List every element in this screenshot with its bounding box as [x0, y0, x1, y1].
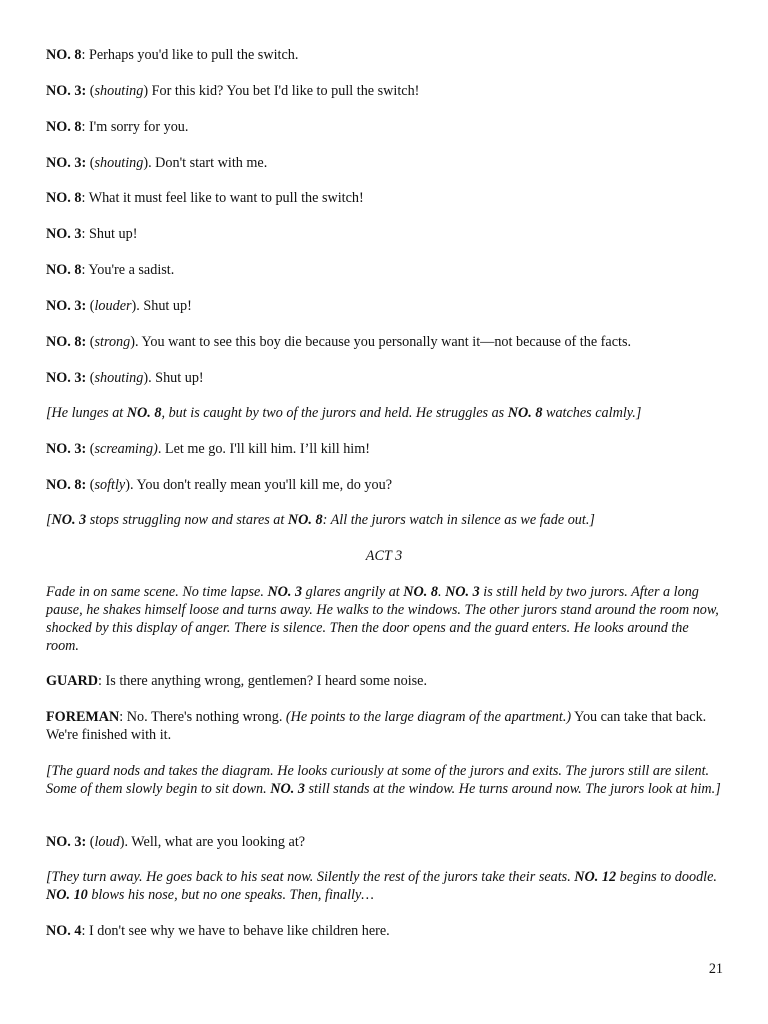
page-number: 21 — [708, 961, 723, 977]
dialogue-text: ) For this kid? You bet I'd like to pull the switch! — [143, 83, 420, 99]
act-intro — [46, 583, 724, 655]
dialogue-text: : What it must feel like to want to pull the switch! — [81, 190, 364, 206]
stage-text: [He lunges at — [46, 405, 127, 421]
dialogue-line — [46, 672, 724, 690]
speaker-name: NO. 3: — [46, 83, 87, 99]
dialogue-line: NO. 8: (strong). You want to see this boy die because you personally want it—not because of the facts. — [46, 334, 632, 350]
speaker-name: NO. 4 — [46, 923, 82, 939]
dialogue-text: : Is there anything wrong, gentlemen? I heard some noise. — [98, 673, 428, 689]
stage-text: is still held by two jurors. After a long pause, he shakes himself loose and turns away. He walks to the windows. The other jurors stand around the room now, shocked by this display of anger. There is silence. Then the door opens and the guard enters. He looks around the room. — [46, 584, 719, 654]
dialogue-line — [46, 708, 724, 744]
character-ref: NO. 8 — [287, 512, 323, 528]
dialogue-text: : You're a sadist. — [81, 262, 175, 278]
stage-text: . — [437, 584, 446, 600]
dialogue-text: ). You don't really mean you'll kill me, do you? — [125, 477, 392, 493]
dialogue-line: NO. 3: (shouting). Don't start with me. — [46, 155, 268, 171]
stage-text: Fade in on same scene. No time lapse. — [46, 584, 268, 600]
stage-text: stops struggling now and stares at — [86, 512, 288, 528]
character-ref: NO. 3 — [51, 512, 87, 528]
stage-direction: shouting — [94, 83, 144, 99]
stage-direction: loud — [94, 834, 120, 850]
speaker-name: NO. 3: — [46, 370, 87, 386]
speaker-name: NO. 3: — [46, 155, 87, 171]
dialogue-text: ). Don't start with me. — [143, 155, 268, 171]
stage-direction: (He points to the large diagram of the apartment.) — [285, 709, 572, 725]
speaker-name: NO. 8 — [46, 190, 82, 206]
dialogue-line — [46, 189, 724, 207]
dialogue-line — [46, 261, 724, 279]
dialogue-line: NO. 3: (loud). Well, what are you looking at? — [46, 834, 306, 850]
speaker-name: NO. 3 — [46, 226, 82, 242]
dialogue-line: NO. 3: (shouting). Shut up! — [46, 370, 204, 386]
dialogue-line — [46, 46, 724, 64]
dialogue-text: You can take that back. We're finished with it. — [46, 709, 707, 743]
character-ref: NO. 8 — [507, 405, 543, 421]
speaker-name: NO. 8: — [46, 477, 87, 493]
character-ref: NO. 3 — [267, 584, 303, 600]
stage-direction-word: screaming — [94, 441, 154, 457]
stage-text: begins to doodle. — [616, 869, 717, 885]
dialogue-text: . Let me go. I'll kill him. I’ll kill him! — [157, 441, 371, 457]
stage-direction: shouting — [94, 155, 144, 171]
dialogue-text: : I don't see why we have to behave like children here. — [81, 923, 390, 939]
dialogue-text: : I'm sorry for you. — [81, 119, 189, 135]
stage-text: blows his nose, but no one speaks. Then, finally… — [87, 887, 374, 903]
stage-text: still stands at the window. He turns around now. The jurors look at him.] — [304, 781, 721, 797]
dialogue-text: ). You want to see this boy die because you personally want it—not because of the facts. — [130, 334, 632, 350]
dialogue-text: : Shut up! — [81, 226, 138, 242]
stage-direction-block — [46, 762, 724, 798]
stage-direction: louder — [94, 298, 132, 314]
stage-text: [They turn away. He goes back to his seat now. Silently the rest of the jurors take their seats. — [46, 869, 575, 885]
stage-text: glares angrily at — [302, 584, 404, 600]
stage-direction-block — [46, 511, 724, 529]
speaker-name: NO. 8 — [46, 47, 82, 63]
dialogue-line: NO. 8: (softly). You don't really mean you'll kill me, do you? — [46, 477, 392, 493]
character-ref: NO. 12 — [574, 869, 617, 885]
dialogue-line — [46, 225, 724, 243]
dialogue-line — [46, 118, 724, 136]
dialogue-text: ). Shut up! — [143, 370, 204, 386]
stage-text: : All the jurors watch in silence as we fade out.] — [322, 512, 595, 528]
dialogue-text: ). Well, what are you looking at? — [119, 834, 306, 850]
speaker-name: NO. 8 — [46, 119, 82, 135]
character-ref: NO. 10 — [46, 887, 88, 903]
stage-text: [The guard nods and takes the diagram. He looks curiously at some of the jurors and exits. The jurors still are silent. Some of them slowly begin to sit down. — [46, 763, 710, 797]
dialogue-text: : Perhaps you'd like to pull the switch. — [81, 47, 299, 63]
dialogue-text: ). Shut up! — [131, 298, 192, 314]
stage-direction: softly — [94, 477, 126, 493]
character-ref: NO. 3 — [445, 584, 480, 600]
stage-text: watches calmly.] — [542, 405, 642, 421]
stage-direction-block — [46, 868, 724, 904]
character-ref: NO. 8 — [126, 405, 162, 421]
dialogue-text: : No. There's nothing wrong. — [119, 709, 286, 725]
stage-text: [ — [46, 512, 52, 528]
speaker-name: NO. 3: — [46, 834, 87, 850]
character-ref: NO. 8 — [403, 584, 438, 600]
speaker-name: NO. 3: — [46, 298, 87, 314]
stage-direction: shouting — [94, 370, 144, 386]
speaker-name: NO. 8 — [46, 262, 82, 278]
speaker-name: FOREMAN — [46, 709, 120, 725]
speaker-name: NO. 8: — [46, 334, 87, 350]
act-heading: ACT 3 — [365, 548, 403, 564]
stage-direction: strong — [94, 334, 131, 350]
speaker-name: NO. 3: — [46, 441, 87, 457]
dialogue-line: NO. 3: (screaming). Let me go. I'll kill him. I’ll kill him! — [46, 441, 371, 457]
dialogue-line: NO. 3: (shouting) For this kid? You bet I'd like to pull the switch! — [46, 83, 420, 99]
stage-direction: screaming) — [94, 441, 158, 457]
speaker-name: GUARD — [46, 673, 99, 689]
stage-text: , but is caught by two of the jurors and held. He struggles as — [161, 405, 508, 421]
dialogue-line — [46, 922, 724, 940]
stage-direction-block — [46, 404, 724, 422]
character-ref: NO. 3 — [270, 781, 305, 797]
dialogue-line: NO. 3: (louder). Shut up! — [46, 298, 192, 314]
